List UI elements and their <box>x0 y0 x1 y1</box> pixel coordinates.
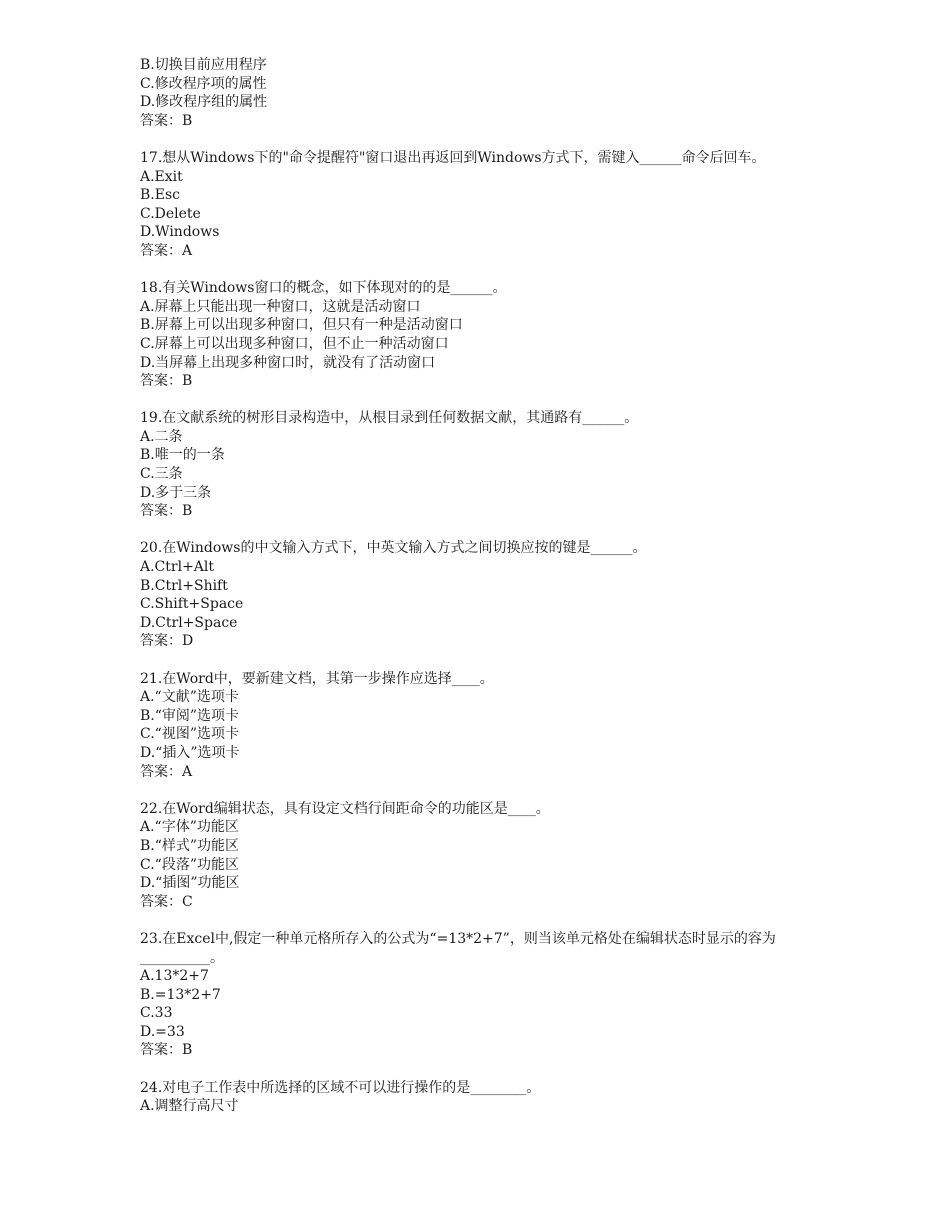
question-spacer <box>140 521 950 540</box>
question-block <box>140 149 950 261</box>
question-spacer <box>140 781 950 800</box>
option: A.调整行高尺寸 <box>140 1098 239 1115</box>
option: C.“段落”功能区 <box>140 856 239 873</box>
option: D.Ctrl+Space <box>140 614 238 631</box>
question-block <box>140 279 950 391</box>
answer: 答案：D <box>140 633 194 650</box>
question-stem: 17.想从Windows下的"命令提醒符"窗口退出再返回到Windows方式下，需键入______命令后回车。 <box>140 149 766 166</box>
answer: 答案：B <box>140 1042 193 1059</box>
question-block <box>140 1079 950 1116</box>
answer: 答案：B <box>140 112 193 129</box>
answer: 答案：A <box>140 763 193 780</box>
question-spacer <box>140 261 950 280</box>
option: C.屏幕上可以出现多种窗口，但不止一种活动窗口 <box>140 335 449 352</box>
option: A.“文献”选项卡 <box>140 689 239 706</box>
option: C.Shift+Space <box>140 596 244 613</box>
option: C.“视图”选项卡 <box>140 726 239 743</box>
option: B.Esc <box>140 187 180 204</box>
question-spacer <box>140 130 950 149</box>
answer: 答案：B <box>140 373 193 390</box>
option: B.切换目前应用程序 <box>140 57 267 73</box>
answer: 答案：C <box>140 893 193 910</box>
option: B.“样式”功能区 <box>140 837 240 854</box>
option: B.=13*2+7 <box>140 986 221 1003</box>
option: A.二条 <box>140 428 183 445</box>
question-stem: 18.有关Windows窗口的概念，如下体现对的的是______。 <box>140 280 507 297</box>
option: B.Ctrl+Shift <box>140 577 228 594</box>
option: D.“插入”选项卡 <box>140 744 240 761</box>
option: D.修改程序组的属性 <box>140 94 268 111</box>
answer: 答案：A <box>140 242 193 259</box>
option: B.唯一的一条 <box>140 447 225 464</box>
option: A.Ctrl+Alt <box>140 559 215 576</box>
option: A.“字体”功能区 <box>140 819 239 836</box>
option: C.修改程序项的属性 <box>140 75 267 92</box>
question-list <box>140 130 950 1115</box>
option: C.三条 <box>140 466 183 483</box>
option: B.“审阅”选项卡 <box>140 707 240 724</box>
question-stem: 24.对电子工作表中所选择的区域不可以进行操作的是________。 <box>140 1079 541 1096</box>
option: B.屏幕上可以出现多种窗口，但只有一种是活动窗口 <box>140 317 463 334</box>
question-fragment <box>140 56 950 130</box>
option: D.多于三条 <box>140 484 212 501</box>
question-spacer <box>140 651 950 670</box>
option: C.33 <box>140 1005 173 1022</box>
question-stem: 20.在Windows的中文输入方式下，中英文输入方式之间切换应按的键是______。 <box>140 540 647 557</box>
question-block <box>140 539 950 651</box>
question-stem: 19.在文献系统的树形目录构造中，从根目录到任何数据文献，其通路有______。 <box>140 410 639 427</box>
question-block <box>140 930 950 1060</box>
question-stem: 23.在Excel中,假定一种单元格所存入的公式为“=13*2+7”，则当该单元格处在编辑状态时显示的容为__________。 <box>140 930 776 966</box>
question-block <box>140 409 950 521</box>
option: A.Exit <box>140 168 183 185</box>
answer: 答案：B <box>140 503 193 520</box>
option: D.=33 <box>140 1023 185 1040</box>
option: A.13*2+7 <box>140 968 209 985</box>
question-stem: 22.在Word编辑状态，具有设定文档行间距命令的功能区是____。 <box>140 800 550 817</box>
question-block <box>140 800 950 912</box>
option: D.Windows <box>140 224 220 241</box>
option: D.“插图”功能区 <box>140 875 240 892</box>
question-spacer <box>140 911 950 930</box>
option: C.Delete <box>140 205 201 222</box>
option: D.当屏幕上出现多种窗口时，就没有了活动窗口 <box>140 354 436 371</box>
question-spacer <box>140 391 950 410</box>
question-stem: 21.在Word中，要新建文档，其第一步操作应选择____。 <box>140 670 494 687</box>
question-block <box>140 670 950 782</box>
question-spacer <box>140 1060 950 1079</box>
option: A.屏幕上只能出现一种窗口，这就是活动窗口 <box>140 298 421 315</box>
